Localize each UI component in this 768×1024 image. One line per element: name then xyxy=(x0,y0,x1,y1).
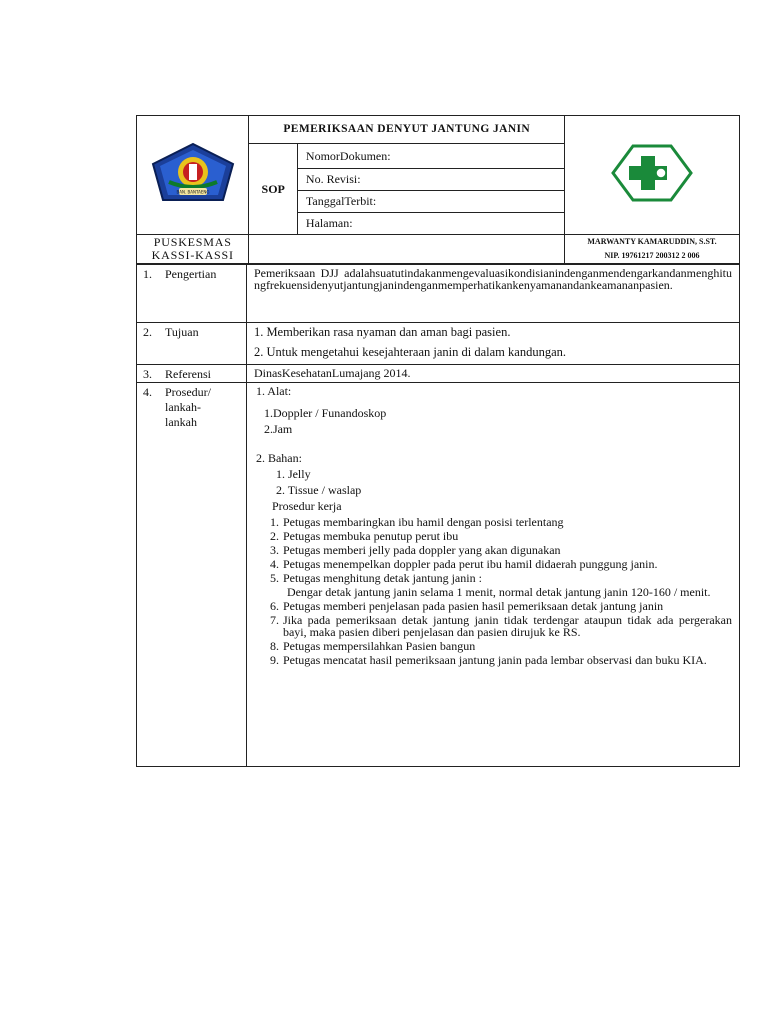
step-item: 6. Petugas memberi penjelasan pada pasien hasil pemeriksaan detak jantung janin xyxy=(269,599,664,613)
signer-nip: NIP. 19761217 200312 2 006 xyxy=(604,251,700,260)
bahan-item: 1. Jelly xyxy=(275,467,311,481)
prosedur-content xyxy=(246,383,739,767)
section-number: 2. xyxy=(143,325,152,339)
step-item: 4. Petugas menempelkan doppler pada perut ibu hamil didaerah punggung janin. xyxy=(269,557,658,571)
signer-name: MARWANTY KAMARUDDIN, S.ST. xyxy=(587,237,717,246)
section-label: Tujuan xyxy=(165,325,199,339)
step-item: 7. Jika pada pemeriksaan detak jantung janin tidak terdengar ataupun tidak ada pergerakan bayi, maka pasien diberi penjelasan dan pasien dirujuk ke RS. xyxy=(269,613,732,639)
bahan-item: 2. Tissue / waslap xyxy=(275,483,362,497)
meta-document-number: NomorDokumen: xyxy=(297,144,564,169)
alat-item: 1.Doppler / Funandoskop xyxy=(263,406,387,420)
section-label: Prosedur/ lankah- lankah xyxy=(165,385,211,429)
pengertian-text: Pemeriksaan DJJ adalahsuatutindakanmengevaluasikondisianindenganmendengarkandanmenghitungfrekuensidenyutjantungjanindenganmemperhatikankenyamanandankeamananpasien. xyxy=(246,265,739,323)
step-item: 1. Petugas membaringkan ibu hamil dengan posisi terlentang xyxy=(269,515,564,529)
step-item: 8. Petugas mempersilahkan Pasien bangun xyxy=(269,639,476,653)
step-item: 9. Petugas mencatat hasil pemeriksaan jantung janin pada lembar observasi dan buku KIA. xyxy=(269,653,707,667)
header-table xyxy=(136,115,740,264)
meta-issue-date: TanggalTerbit: xyxy=(297,191,564,213)
document-title: PEMERIKSAAN DENYUT JANTUNG JANIN xyxy=(249,116,565,144)
meta-revision: No. Revisi: xyxy=(297,169,564,191)
step-item: Dengar detak jantung janin selama 1 menit, normal detak jantung janin 120-160 / menit. xyxy=(286,585,711,599)
right-logo-cell xyxy=(565,116,740,235)
bahan-title: 2. Bahan: xyxy=(255,451,302,465)
step-item: 3. Petugas memberi jelly pada doppler yang akan digunakan xyxy=(269,543,561,557)
steps-list xyxy=(254,516,732,666)
empty-cell xyxy=(249,235,565,264)
referensi-text: DinasKesehatanLumajang 2014. xyxy=(246,365,739,383)
tujuan-content xyxy=(246,323,739,365)
content-table xyxy=(136,264,740,767)
section-number: 4. xyxy=(143,385,152,399)
green-cross-icon xyxy=(611,144,693,202)
step-item: 5. Petugas menghitung detak jantung janin : xyxy=(269,571,482,585)
organization-name xyxy=(137,235,249,264)
meta-page: Halaman: xyxy=(297,213,564,235)
left-logo-cell xyxy=(137,116,249,235)
org-line-2: KASSI-KASSI xyxy=(151,248,234,262)
section-label: Pengertian xyxy=(165,267,217,281)
section-label-pengertian xyxy=(137,265,247,323)
alat-item: 2.Jam xyxy=(263,422,293,436)
section-label-tujuan xyxy=(137,323,247,365)
emblem-banner-text: BAN. BANTAENG xyxy=(176,189,210,194)
regency-emblem-icon xyxy=(149,142,237,204)
org-line-1: PUSKESMAS xyxy=(153,235,232,249)
section-number: 3. xyxy=(143,367,152,381)
step-item: 2. Petugas membuka penutup perut ibu xyxy=(269,529,459,543)
section-number: 1. xyxy=(143,267,152,281)
section-label-referensi xyxy=(137,365,247,383)
section-label-prosedur xyxy=(137,383,247,767)
signer-block xyxy=(565,235,740,264)
prosedur-kerja-title: Prosedur kerja xyxy=(271,499,342,513)
alat-title: 1. Alat: xyxy=(255,384,292,398)
sop-label: SOP xyxy=(249,144,297,235)
tujuan-item: 2. Untuk mengetahui kesejahteraan janin di dalam kandungan. xyxy=(253,345,566,359)
section-label: Referensi xyxy=(165,367,211,381)
tujuan-item: 1. Memberikan rasa nyaman dan aman bagi pasien. xyxy=(253,325,511,339)
